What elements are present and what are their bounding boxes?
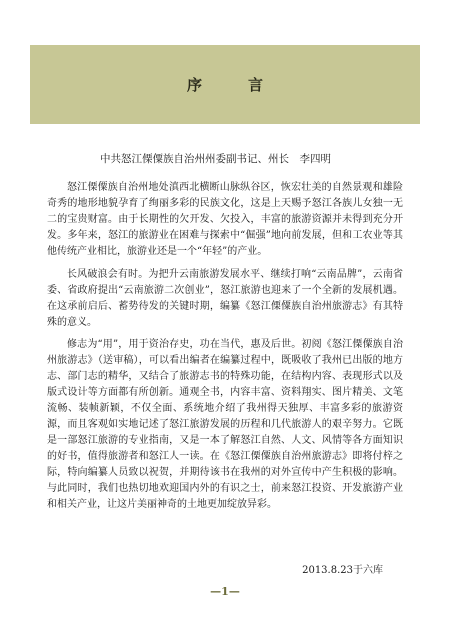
title-char-2: 言: [248, 76, 264, 94]
paragraph-3: 修志为“用”，用于资治存史，功在当代，惠及后世。初阅《怒江傈僳族自治州旅游志》（送审稿），可以看出编者在编纂过程中，既吸收了我州已出版的地方志、部门志的精华，又结合了旅游志书的特殊功能，在结构内容、表现形式以及版式设计等方面都有所创新。通观全书，内容丰富、资料翔实、图片精美、文笔流畅、装帧新颖，不仅全面、系统地介绍了我州得天独厚、丰富多彩的旅游资源，而且客观如实地记述了怒江旅游发展的历程和几代旅游人的艰辛努力。它既是一部怒江旅游的专业指南，又是一本了解怒江自然、人文、风情等各方面知识的好书，值得旅游者和怒江人一读。在《怒江傈僳族自治州旅游志》即将付梓之际，特向编纂人员致以祝贺，并期待该书在我州的对外宣传中产生积极的影响。与此同时，我们也热切地欢迎国内外的有识之士，前来怒江投资、开发旅游产业和相关产业，让这片美丽神奇的土地更加绽放异彩。: [47, 339, 403, 510]
title-char-1: 序: [186, 76, 202, 94]
paragraph-2: 长风破浪会有时。为把升云南旅游发展水平、继续打响“云南品牌”，云南省委、省政府提出“云南旅游二次创业”，怒江旅游也迎来了一个全新的发展机遇。在这承前启后、蓄势待发的关键时期，编纂《怒江傈僳族自治州旅游志》有其特殊的意义。: [47, 268, 403, 328]
paragraph-1: 怒江傈僳族自治州地处滇西北横断山脉纵谷区，恢宏壮美的自然景观和雄险奇秀的地形地貌孕育了绚丽多彩的民族文化，这是上天赐予怒江各族儿女独一无二的宝贵财富。由于长期性的欠开发、欠投入，丰富的旅游资源并未得到充分开发。多年来，怒江的旅游业在困难与探索中“倔强”地向前发展，但和工农业等其他传统产业相比，旅游业还是一个“年轻”的产业。: [47, 182, 403, 257]
page-number: —1—: [210, 585, 240, 598]
signature-date: 2013.8.23于六库: [302, 565, 383, 576]
page-title: [30, 45, 420, 124]
author-byline: 中共怒江傈僳族自治州州委副书记、州长 李四明: [100, 153, 331, 165]
title-banner: [30, 45, 420, 124]
preface-body: [47, 180, 403, 520]
